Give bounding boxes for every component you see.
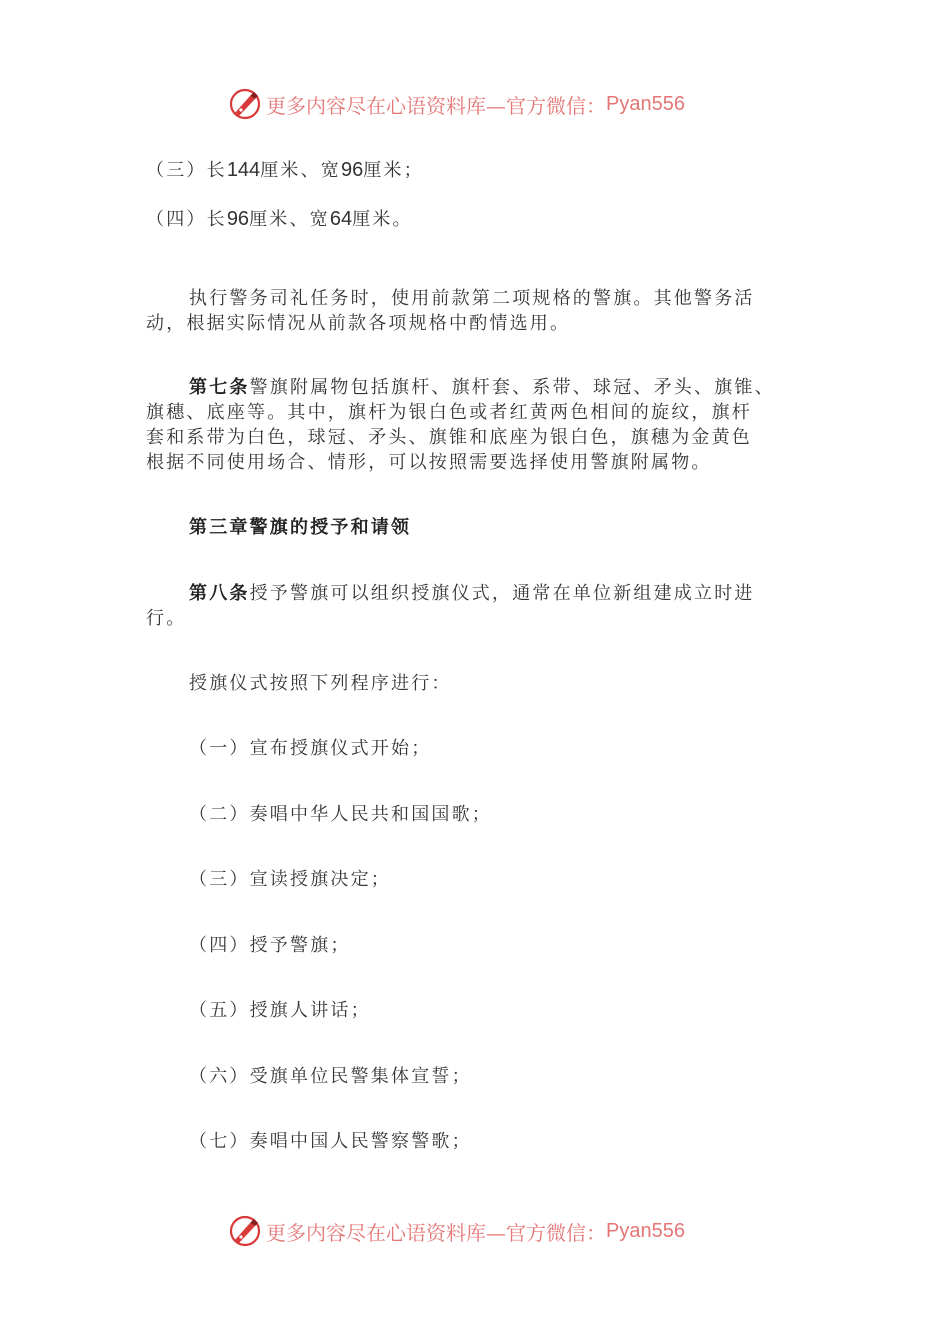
- procedure-step-6: （六）受旗单位民警集体宣誓；: [189, 1066, 472, 1087]
- watermark-text: 更多内容尽在心语资料库—官方微信：: [266, 1220, 606, 1245]
- article-7-line-1: 第七条警旗附属物包括旗杆、旗杆套、系带、球冠、矛头、旗锥、: [189, 377, 775, 398]
- procedure-step-5: （五）授旗人讲话；: [189, 1000, 371, 1021]
- article-7-line-2: 旗穗、底座等。其中，旗杆为银白色或者红黄两色相间的旋纹，旗杆: [146, 402, 752, 423]
- procedure-intro: 授旗仪式按照下列程序进行：: [189, 673, 452, 694]
- article-8-line-2: 行。: [146, 608, 187, 629]
- watermark-banner-bottom: [228, 1213, 685, 1249]
- article-8-heading: 第八条: [189, 583, 250, 604]
- ceremony-paragraph-line-2: 动，根据实际情况从前款各项规格中酌情选用。: [146, 313, 571, 334]
- procedure-step-2: （二）奏唱中华人民共和国国歌；: [189, 804, 492, 825]
- spec-item-3: （三）长144厘米、宽96厘米；: [146, 159, 424, 181]
- procedure-step-7: （七）奏唱中国人民警察警歌；: [189, 1131, 472, 1152]
- article-7-line-4: 根据不同使用场合、情形，可以按照需要选择使用警旗附属物。: [146, 452, 712, 473]
- ceremony-paragraph-line-1: 执行警务司礼任务时，使用前款第二项规格的警旗。其他警务活: [189, 288, 755, 309]
- watermark-text: 更多内容尽在心语资料库—官方微信：: [266, 93, 606, 118]
- article-7-heading: 第七条: [189, 377, 250, 398]
- watermark-banner-top: [228, 86, 685, 122]
- article-8-line-1: 第八条授予警旗可以组织授旗仪式，通常在单位新组建成立时进: [189, 583, 755, 604]
- pen-nib-logo-icon: [228, 1214, 262, 1248]
- article-7-line-3: 套和系带为白色，球冠、矛头、旗锥和底座为银白色，旗穗为金黄色: [146, 427, 752, 448]
- watermark-contact: Pyan556: [606, 92, 685, 115]
- procedure-step-1: （一）宣布授旗仪式开始；: [189, 738, 432, 759]
- procedure-step-4: （四）授予警旗；: [189, 935, 351, 956]
- pen-nib-logo-icon: [228, 87, 262, 121]
- watermark-contact: Pyan556: [606, 1219, 685, 1242]
- procedure-step-3: （三）宣读授旗决定；: [189, 869, 391, 890]
- spec-item-4: （四）长96厘米、宽64厘米。: [146, 208, 413, 230]
- chapter-3-heading: 第三章警旗的授予和请领: [189, 517, 412, 538]
